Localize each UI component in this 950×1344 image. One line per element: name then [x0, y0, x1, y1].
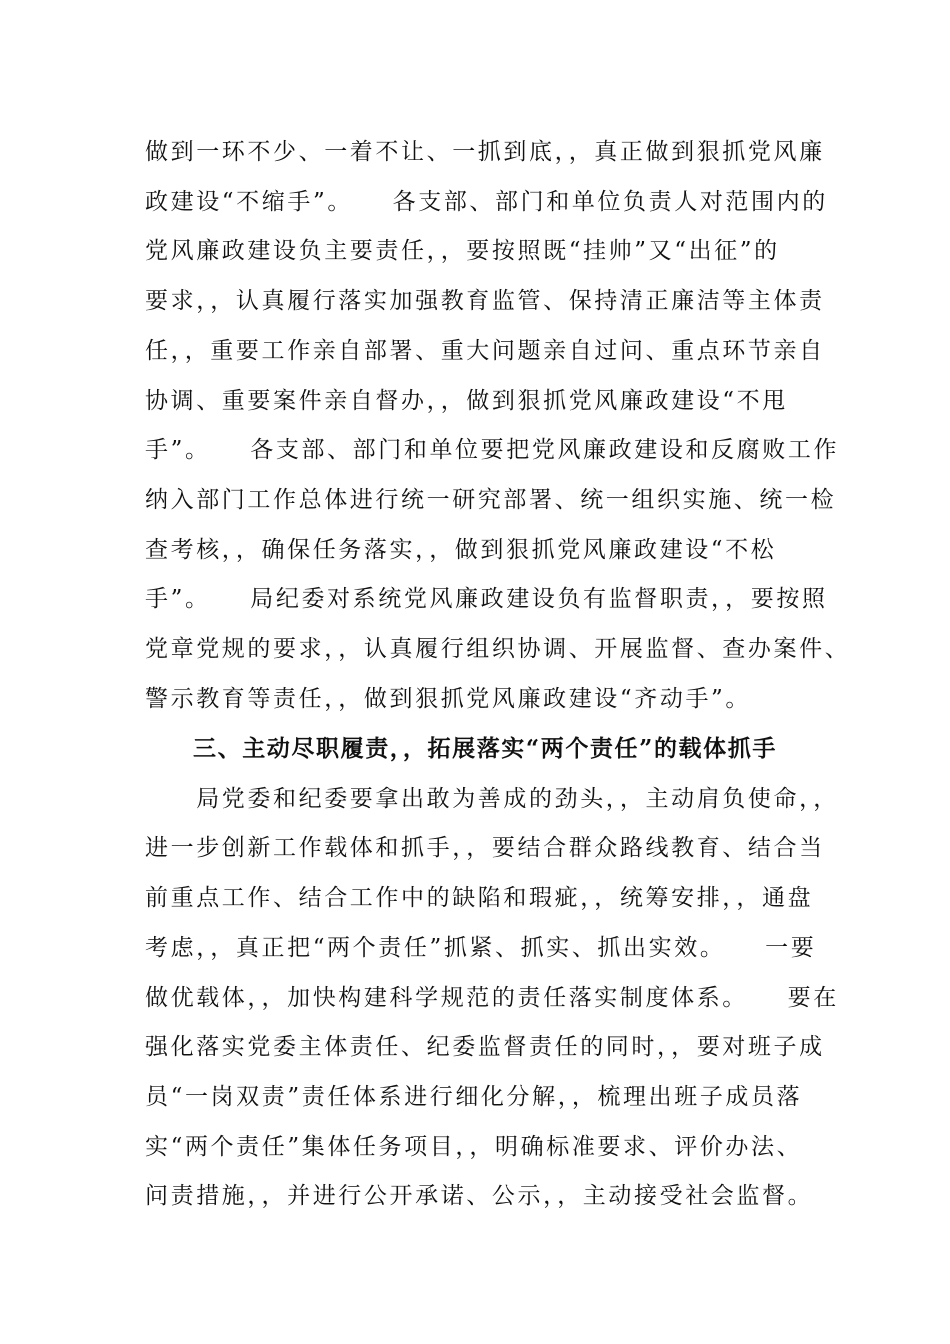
- paragraph-line: 手”。 各支部、部门和单位要把党风廉政建设和反腐败工作: [145, 437, 840, 463]
- paragraph-line: 任，，重要工作亲自部署、重大问题亲自过问、重点环节亲自: [145, 338, 825, 364]
- paragraph-line: 员“一岗双责”责任体系进行细化分解，，梳理出班子成员落: [145, 1084, 803, 1110]
- paragraph-line: 纳入部门工作总体进行统一研究部署、统一组织实施、统一检: [145, 487, 837, 513]
- paragraph-line: 手”。 局纪委对系统党风廉政建设负有监督职责，，要按照: [145, 586, 828, 612]
- paragraph-line: 进一步创新工作载体和抓手，，要结合群众路线教育、结合当: [145, 835, 825, 861]
- paragraph-line: 实“两个责任”集体任务项目，，明确标准要求、评价办法、: [145, 1134, 803, 1160]
- paragraph-line: 党风廉政建设负主要责任，，要按照既“挂帅”又“出征”的: [145, 238, 780, 264]
- paragraph-line: 强化落实党委主体责任、纪委监督责任的同时，，要对班子成: [145, 1034, 825, 1060]
- paragraph-line: 做优载体，，加快构建科学规范的责任落实制度体系。 要在: [145, 985, 839, 1011]
- paragraph-line: 警示教育等责任，，做到狠抓党风廉政建设“齐动手”。: [145, 686, 752, 712]
- paragraph-line: 政建设“不缩手”。 各支部、部门和单位负责人对范围内的: [145, 189, 828, 215]
- paragraph-line: 局党委和纪委要拿出敢为善成的劲头，，主动肩负使命，，: [145, 786, 839, 812]
- paragraph-line: 协调、重要案件亲自督办，，做到狠抓党风廉政建设“不甩: [145, 388, 788, 414]
- paragraph-line: 要求，，认真履行落实加强教育监管、保持清正廉洁等主体责: [145, 288, 825, 314]
- paragraph-line: 查考核，，确保任务落实，，做到狠抓党风廉政建设“不松: [145, 537, 777, 563]
- paragraph-line: 党章党规的要求，，认真履行组织协调、开展监督、查办案件、: [145, 636, 851, 662]
- paragraph-line: 问责措施，，并进行公开承诺、公示，，主动接受社会监督。: [145, 1183, 814, 1209]
- paragraph-line: 前重点工作、结合工作中的缺陷和瑕疵，，统筹安排，，通盘: [145, 885, 814, 911]
- section-heading: 三、主动尽职履责，，拓展落实“两个责任”的载体抓手: [193, 735, 777, 762]
- paragraph-line: 考虑，，真正把“两个责任”抓紧、抓实、抓出实效。 一要: [145, 935, 817, 961]
- paragraph-line: 做到一环不少、一着不让、一抓到底，，真正做到狠抓党风廉: [145, 139, 825, 165]
